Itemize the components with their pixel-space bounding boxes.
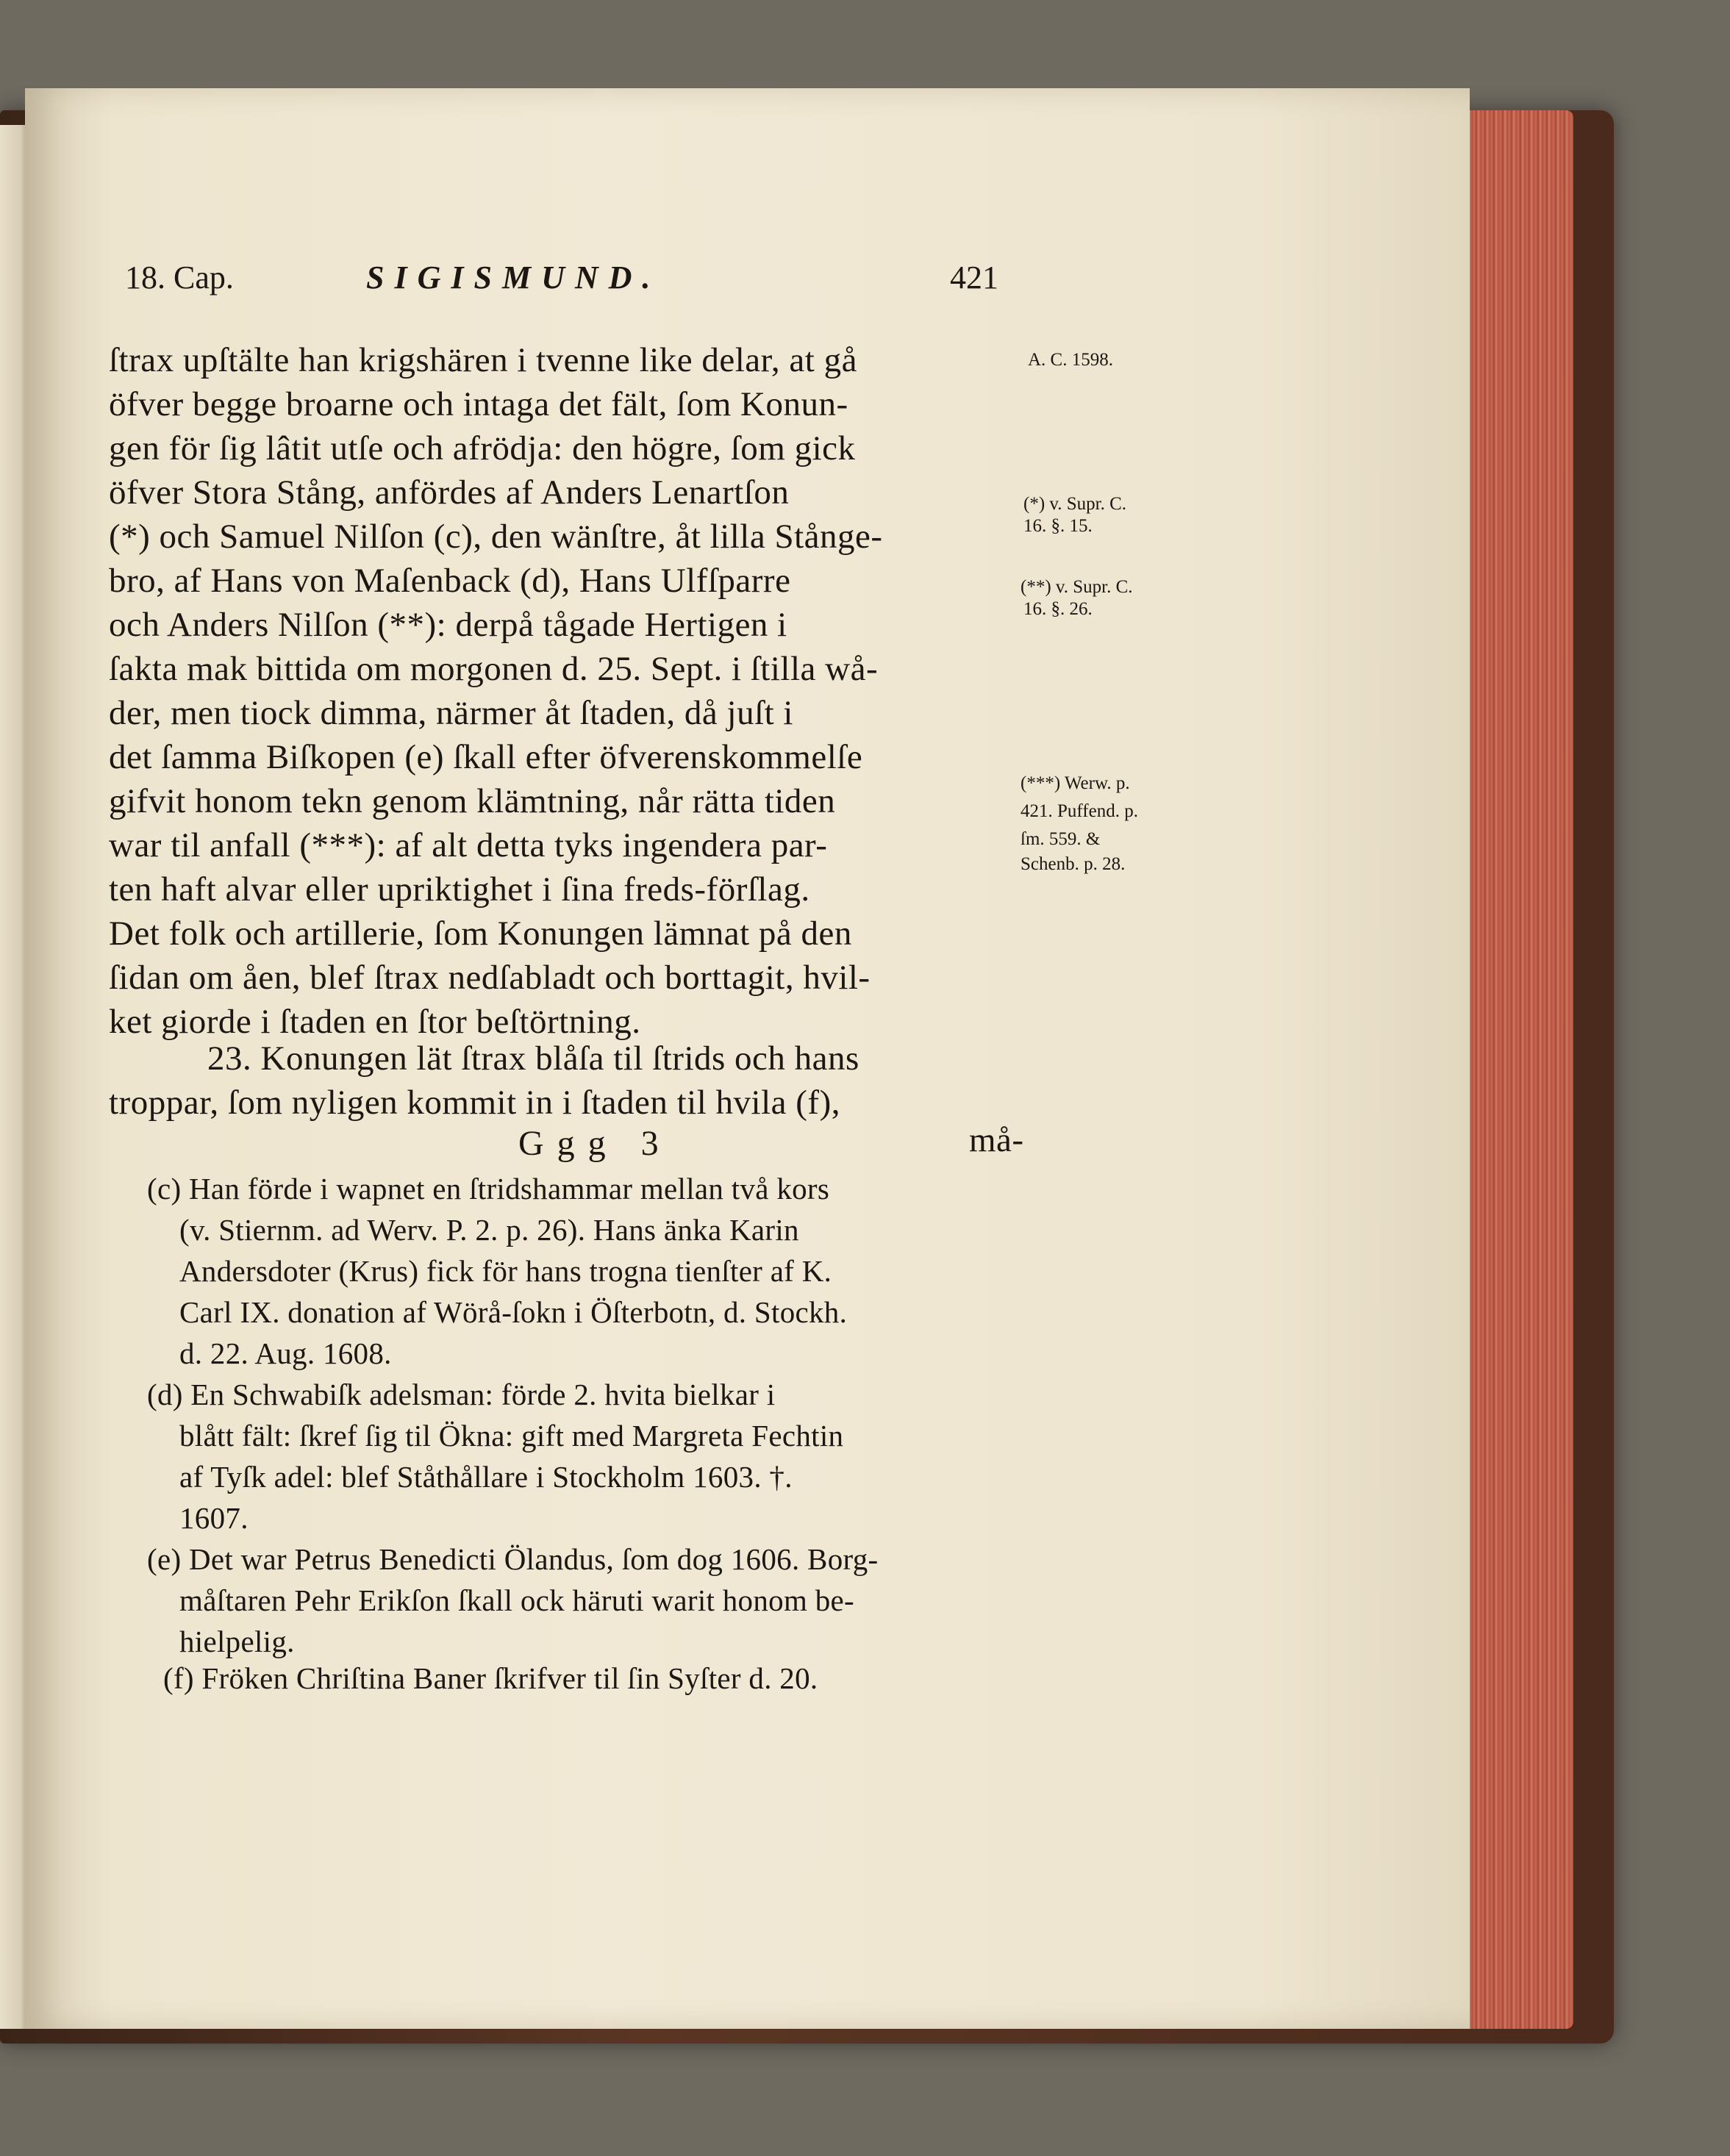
body-line: bro, af Hans von Maſenback (d), Hans Ulfſparre <box>109 562 791 600</box>
body-line: och Anders Nilſon (**): derpå tågade Hertigen i <box>109 606 787 644</box>
footnote-line: (c) Han förde i wapnet en ſtridshammar mellan två kors <box>147 1172 830 1206</box>
margin-note: ſm. 559. & <box>1021 829 1101 849</box>
body-line: öfver Stora Stång, anfördes af Anders Lenartſon <box>109 473 790 512</box>
body-line: ten haft alvar eller upriktighet i ſina freds-förſlag. <box>109 870 810 909</box>
body-line: öfver begge broarne och intaga det fält, ſom Konun- <box>109 385 848 423</box>
footnote-line: blått fält: ſkref ſig til Ökna: gift med Margreta Fechtin <box>179 1419 844 1453</box>
footnote-line: (e) Det war Petrus Benedicti Ölandus, ſom dog 1606. Borg- <box>147 1542 879 1576</box>
catchword: må- <box>969 1121 1024 1159</box>
margin-note: 421. Puffend. p. <box>1021 801 1138 821</box>
chapter-label: 18. Cap. <box>125 259 234 296</box>
body-line: ſtrax upſtälte han krigshären i tvenne like delar, at gå <box>109 341 857 379</box>
footnote-line: af Tyſk adel: blef Ståthållare i Stockholm 1603. †. <box>179 1460 793 1494</box>
body-line: (*) och Samuel Nilſon (c), den wänſtre, åt lilla Stånge- <box>109 517 883 556</box>
body-line: det ſamma Biſkopen (e) ſkall efter öfverenskommelſe <box>109 738 863 776</box>
footnote-line: (f) Fröken Chriſtina Baner ſkrifver til ſin Syſter d. 20. <box>163 1661 818 1695</box>
body-line: gifvit honom tekn genom klämtning, når rätta tiden <box>109 782 836 820</box>
section-line: troppar, ſom nyligen kommit in i ſtaden til hvila (f), <box>109 1084 840 1122</box>
body-line: ſidan om åen, blef ſtrax nedſabladt och borttagit, hvil- <box>109 959 871 997</box>
body-line: ſakta mak bittida om morgonen d. 25. Sept. i ſtilla wå- <box>109 650 879 688</box>
body-line: war til anfall (***): af alt detta tyks ingendera par- <box>109 826 828 864</box>
margin-note: (***) Werw. p. <box>1021 773 1130 793</box>
margin-note: (**) v. Supr. C. <box>1021 577 1133 597</box>
running-title: SIGISMUND. <box>366 259 661 296</box>
page-number: 421 <box>950 259 998 296</box>
body-line: gen för ſig lâtit utſe och afrödja: den högre, ſom gick <box>109 429 856 468</box>
body-line: ket giorde i ſtaden en ſtor beſtörtning. <box>109 1003 641 1041</box>
footnote-line: (v. Stiernm. ad Werv. P. 2. p. 26). Hans änka Karin <box>179 1213 799 1247</box>
body-line: Det folk och artillerie, ſom Konungen lämnat på den <box>109 914 852 953</box>
margin-note: 16. §. 26. <box>1023 599 1093 619</box>
margin-note: 16. §. 15. <box>1023 516 1093 536</box>
body-line: der, men tiock dimma, närmer åt ſtaden, då juſt i <box>109 694 793 732</box>
margin-note: Schenb. p. 28. <box>1021 854 1126 874</box>
margin-note: (*) v. Supr. C. <box>1023 494 1127 514</box>
section-line: 23. Konungen lät ſtrax blåſa til ſtrids och hans <box>207 1039 859 1078</box>
footnote-line: måſtaren Pehr Erikſon ſkall ock häruti warit honom be- <box>179 1583 854 1617</box>
signature-mark: Ggg 3 <box>518 1124 672 1163</box>
footnote-line: Carl IX. donation af Wörå-ſokn i Öſterbotn, d. Stockh. <box>179 1295 848 1329</box>
footnote-line: hielpelig. <box>179 1625 295 1658</box>
footnote-line: (d) En Schwabiſk adelsman: förde 2. hvita bielkar i <box>147 1378 776 1411</box>
margin-note: A. C. 1598. <box>1028 350 1113 370</box>
page-edges <box>1463 110 1573 2029</box>
footnote-line: 1607. <box>179 1501 249 1535</box>
footnote-line: Andersdoter (Krus) fick för hans trogna tienſter af K. <box>179 1254 832 1288</box>
footnote-line: d. 22. Aug. 1608. <box>179 1336 392 1370</box>
